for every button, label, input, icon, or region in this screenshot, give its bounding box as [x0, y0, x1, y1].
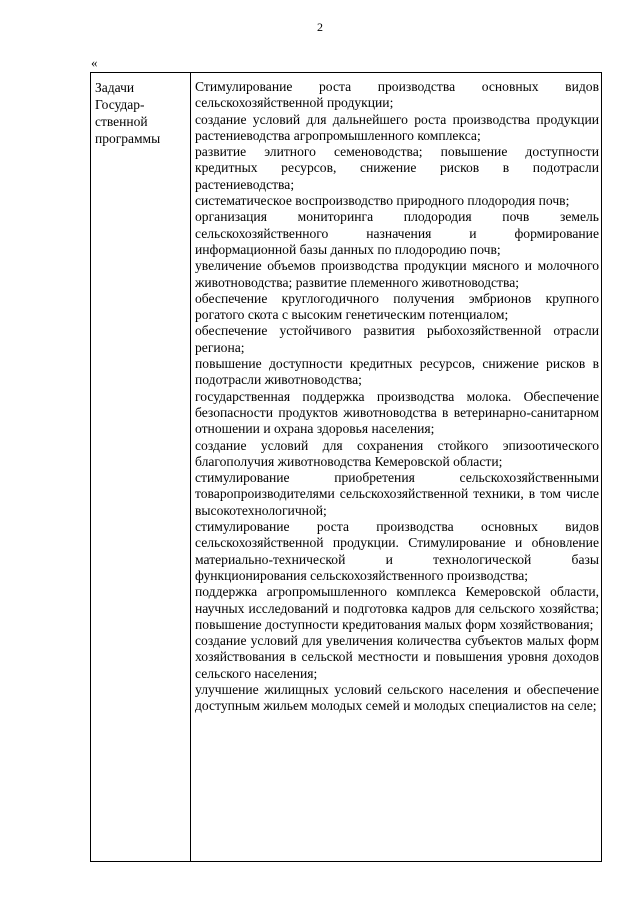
- row-label-line: ственной: [95, 114, 148, 129]
- task-paragraph: стимулирование приобретения сельскохозяйственными товаропроизводителями сельскохозяйственной техники, в том числе высокотехнологичной;: [195, 470, 599, 518]
- task-paragraph: стимулирование роста производства основных видов сельскохозяйственной продукции. Стимулирование и обновление материально-технической и технологической базы функционирования сельскохозяйственного производства;: [195, 519, 599, 583]
- task-paragraph: создание условий для дальнейшего роста производства продукции растениеводства агропромышленного комплекса;: [195, 111, 599, 143]
- task-paragraph: повышение доступности кредитных ресурсов, снижение рисков в подотрасли животноводства;: [195, 356, 599, 388]
- column-divider: [190, 73, 191, 861]
- task-paragraph: Стимулирование роста производства основных видов сельскохозяйственной продукции;: [195, 79, 599, 111]
- task-paragraph: обеспечение круглогодичного получения эмбрионов крупного рогатого скота с высоким генетическим потенциалом;: [195, 290, 599, 323]
- tasks-content-cell: [195, 79, 599, 715]
- task-paragraph: поддержка агропромышленного комплекса Кемеровской области, научных исследований и подготовка кадров для сельского хозяйства; повышение доступности кредитования малых форм хозяйствования;: [195, 584, 599, 632]
- task-paragraph: государственная поддержка производства молока. Обеспечение безопасности продуктов животноводства в ветеринарно-санитарном отношении и охрана здоровья населения;: [195, 388, 599, 437]
- row-label-line: Государ-: [95, 97, 145, 112]
- task-paragraph: обеспечение устойчивого развития рыбохозяйственной отрасли региона;: [195, 323, 599, 355]
- task-paragraph: организация мониторинга плодородия почв земель сельскохозяйственного назначения и формирование информационной базы данных по плодородию почв;: [195, 209, 599, 257]
- page-number: 2: [317, 20, 323, 34]
- row-label-cell: [95, 79, 187, 147]
- task-paragraph: создание условий для сохранения стойкого эпизоотического благополучия животноводства Кемеровской области;: [195, 437, 599, 469]
- opening-quote-mark: «: [91, 55, 98, 70]
- row-label-line: программы: [95, 131, 161, 146]
- task-paragraph: развитие элитного семеноводства; повышение доступности кредитных ресурсов, снижение рисков в подотрасли растениеводства;: [195, 144, 599, 192]
- task-paragraph: улучшение жилищных условий сельского населения и обеспечение доступным жильем молодых семей и молодых специалистов на селе;: [195, 681, 599, 714]
- task-paragraph: увеличение объемов производства продукции мясного и молочного животноводства; развитие племенного животноводства;: [195, 258, 599, 290]
- row-label-line: Задачи: [95, 80, 135, 95]
- task-paragraph: создание условий для увеличения количества субъектов малых форм хозяйствования в сельской местности и повышения уровня доходов сельского населения;: [195, 633, 599, 681]
- task-paragraph: систематическое воспроизводство природного плодородия почв;: [195, 193, 570, 209]
- program-tasks-table: [90, 72, 602, 862]
